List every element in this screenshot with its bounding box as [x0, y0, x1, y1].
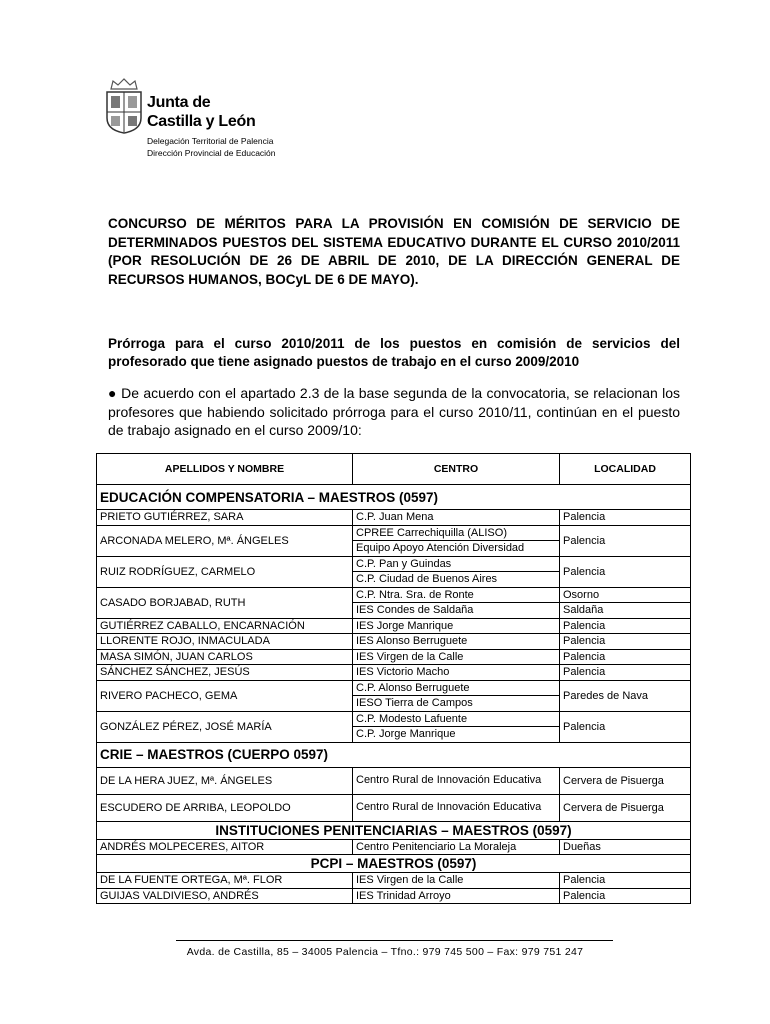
institution-logo [105, 78, 305, 168]
col-header-name: APELLIDOS Y NOMBRE [97, 454, 353, 485]
document-subtitle: Prórroga para el curso 2010/2011 de los puestos en comisión de servicios del profesorado que tiene asignado puestos de trabajo en el curso 2009/2010 [108, 336, 680, 369]
section-title: EDUCACIÓN COMPENSATORIA – MAESTROS (0597) [97, 485, 691, 510]
name-cell: GUIJAS VALDIVIESO, ANDRÉS [97, 888, 353, 904]
org-name-line2: Castilla y León [147, 113, 256, 130]
centro-cell: C.P. Ntra. Sra. de Ronte [353, 587, 560, 603]
name-cell: DE LA HERA JUEZ, Mª. ÁNGELES [97, 767, 353, 794]
name-cell: ANDRÉS MOLPECERES, AITOR [97, 839, 353, 855]
table-row [97, 649, 691, 665]
table-row [97, 587, 691, 603]
centro-cell: IES Victorio Macho [353, 665, 560, 681]
table-row [97, 680, 691, 696]
localidad-cell: Paredes de Nava [560, 680, 691, 711]
name-cell: RUIZ RODRÍGUEZ, CARMELO [97, 556, 353, 587]
footer-divider [176, 940, 613, 941]
table-row [97, 634, 691, 650]
name-cell: DE LA FUENTE ORTEGA, Mª. FLOR [97, 873, 353, 889]
centro-cell: Centro Penitenciario La Moraleja [353, 839, 560, 855]
centro-cell: Centro Rural de Innovación Educativa [353, 794, 560, 821]
localidad-cell: Cervera de Pisuerga [560, 767, 691, 794]
name-cell: GUTIÉRREZ CABALLO, ENCARNACIÓN [97, 618, 353, 634]
section-row [97, 821, 691, 839]
col-header-centro: CENTRO [353, 454, 560, 485]
table-row [97, 888, 691, 904]
centro-cell: C.P. Modesto Lafuente [353, 711, 560, 727]
name-cell: ESCUDERO DE ARRIBA, LEOPOLDO [97, 794, 353, 821]
table-row [97, 711, 691, 727]
localidad-cell: Saldaña [560, 603, 691, 619]
section-title: CRIE – MAESTROS (CUERPO 0597) [97, 742, 691, 767]
localidad-cell: Cervera de Pisuerga [560, 794, 691, 821]
footer-address: Avda. de Castilla, 85 – 34005 Palencia – Tfno.: 979 745 500 – Fax: 979 751 247 [186, 946, 584, 958]
centro-cell: C.P. Jorge Manrique [353, 727, 560, 743]
table-row [97, 556, 691, 572]
localidad-cell: Palencia [560, 888, 691, 904]
name-cell: CASADO BORJABAD, RUTH [97, 587, 353, 618]
centro-cell: C.P. Ciudad de Buenos Aires [353, 572, 560, 588]
name-cell: MASA SIMÓN, JUAN CARLOS [97, 649, 353, 665]
name-cell: GONZÁLEZ PÉREZ, JOSÉ MARÍA [97, 711, 353, 742]
centro-cell: IESO Tierra de Campos [353, 696, 560, 712]
section-row [97, 855, 691, 873]
centro-cell: IES Alonso Berruguete [353, 634, 560, 650]
name-cell: RIVERO PACHECO, GEMA [97, 680, 353, 711]
table-row [97, 510, 691, 526]
centro-cell: C.P. Alonso Berruguete [353, 680, 560, 696]
table-row [97, 839, 691, 855]
centro-cell: IES Condes de Saldaña [353, 603, 560, 619]
section-title: INSTITUCIONES PENITENCIARIAS – MAESTROS (0597) [97, 821, 691, 839]
localidad-cell: Palencia [560, 711, 691, 742]
table-row [97, 525, 691, 541]
table-row [97, 794, 691, 821]
name-cell: ARCONADA MELERO, Mª. ÁNGELES [97, 525, 353, 556]
coat-of-arms-icon [105, 90, 143, 134]
table-row [97, 665, 691, 681]
centro-cell: Centro Rural de Innovación Educativa [353, 767, 560, 794]
localidad-cell: Palencia [560, 618, 691, 634]
teachers-table [96, 453, 691, 904]
document-title: CONCURSO DE MÉRITOS PARA LA PROVISIÓN EN COMISIÓN DE SERVICIO DE DETERMINADOS PUESTOS DEL SISTEMA EDUCATIVO DURANTE EL CURSO 2010/2011 (POR RESOLUCIÓN DE 26 DE ABRIL DE 2010, DE LA DIRECCIÓN GENERAL DE RECURSOS HUMANOS, BOCyL DE 6 DE MAYO). [108, 216, 680, 287]
centro-cell: C.P. Pan y Guindas [353, 556, 560, 572]
centro-cell: IES Virgen de la Calle [353, 873, 560, 889]
name-cell: SÁNCHEZ SÁNCHEZ, JESÚS [97, 665, 353, 681]
org-subunit-2: Dirección Provincial de Educación [147, 148, 276, 158]
centro-cell: CPREE Carrechiquilla (ALISO) [353, 525, 560, 541]
centro-cell: Equipo Apoyo Atención Diversidad [353, 541, 560, 557]
localidad-cell: Dueñas [560, 839, 691, 855]
centro-cell: IES Trinidad Arroyo [353, 888, 560, 904]
localidad-cell: Palencia [560, 634, 691, 650]
localidad-cell: Palencia [560, 510, 691, 526]
localidad-cell: Osorno [560, 587, 691, 603]
col-header-localidad: LOCALIDAD [560, 454, 691, 485]
localidad-cell: Palencia [560, 649, 691, 665]
section-row [97, 742, 691, 767]
localidad-cell: Palencia [560, 873, 691, 889]
table-row [97, 618, 691, 634]
section-row [97, 485, 691, 510]
localidad-cell: Palencia [560, 665, 691, 681]
name-cell: LLORENTE ROJO, INMACULADA [97, 634, 353, 650]
org-subunit-1: Delegación Territorial de Palencia [147, 136, 274, 146]
centro-cell: IES Virgen de la Calle [353, 649, 560, 665]
crown-icon [109, 78, 139, 90]
table-header-row [97, 454, 691, 485]
localidad-cell: Palencia [560, 556, 691, 587]
org-name-line1: Junta de [147, 94, 211, 111]
localidad-cell: Palencia [560, 525, 691, 556]
table-row [97, 767, 691, 794]
name-cell: PRIETO GUTIÉRREZ, SARA [97, 510, 353, 526]
intro-paragraph: ● De acuerdo con el apartado 2.3 de la base segunda de la convocatoria, se relacionan los profesores que habiendo solicitado prórroga para el curso 2010/11, continúan en el puesto de trabajo asignado en el curso 2009/10: [108, 385, 680, 438]
centro-cell: IES Jorge Manrique [353, 618, 560, 634]
section-title: PCPI – MAESTROS (0597) [97, 855, 691, 873]
centro-cell: C.P. Juan Mena [353, 510, 560, 526]
table-row [97, 873, 691, 889]
